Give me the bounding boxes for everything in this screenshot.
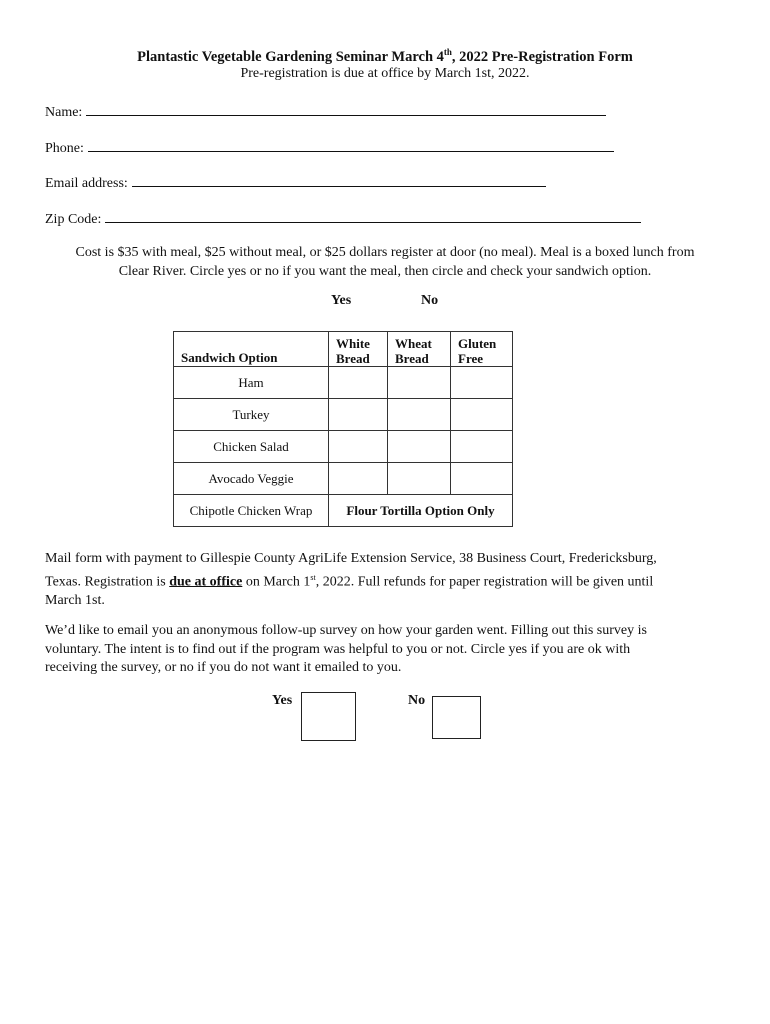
cost-line-1: Cost is $35 with meal, $25 without meal, or $25 dollars register at door (no meal). Meal is a boxed lunch from [75, 245, 695, 260]
tortilla-note: Flour Tortilla Option Only [329, 495, 513, 527]
mail-instructions [45, 550, 725, 610]
turkey-gluten-checkbox[interactable] [451, 399, 513, 431]
phone-field[interactable] [45, 137, 614, 157]
table-row [174, 367, 513, 399]
name-line[interactable] [86, 101, 606, 116]
table-row [174, 463, 513, 495]
survey-line-3: receiving the survey, or no if you do not want it emailed to you. [45, 660, 402, 675]
sandwich-chipotle-wrap[interactable]: Chipotle Chicken Wrap [174, 495, 329, 527]
sandwich-table-header [174, 332, 513, 367]
avocado-gluten-checkbox[interactable] [451, 463, 513, 495]
avocado-white-checkbox[interactable] [329, 463, 388, 495]
meal-yes-option[interactable]: Yes [331, 293, 352, 308]
phone-label: Phone: [45, 141, 84, 156]
ham-white-checkbox[interactable] [329, 367, 388, 399]
mail-line-3: March 1st. [45, 592, 105, 608]
survey-instructions [45, 622, 725, 678]
sandwich-ham: Ham [174, 367, 329, 399]
turkey-white-checkbox[interactable] [329, 399, 388, 431]
sandwich-avocado-veggie: Avocado Veggie [174, 463, 329, 495]
cost-line-2: Clear River. Circle yes or no if you want the meal, then circle and check your sandwich option. [118, 264, 652, 279]
header-white-bread: White Bread [329, 332, 388, 367]
name-label: Name: [45, 105, 83, 120]
email-label: Email address: [45, 176, 128, 191]
due-at-office-emphasis: due at office [169, 574, 243, 590]
avocado-wheat-checkbox[interactable] [388, 463, 451, 495]
meal-no-option[interactable]: No [421, 293, 439, 308]
header-gluten-free: Gluten Free [451, 332, 513, 367]
table-row [174, 431, 513, 463]
survey-no-checkbox[interactable] [432, 696, 481, 739]
form-title: Plantastic Vegetable Gardening Seminar March 4th, 2022 Pre-Registration Form [137, 47, 633, 65]
name-field[interactable] [45, 101, 606, 121]
zip-field[interactable] [45, 208, 641, 228]
mail-line-2: Texas. Registration is due at office on March 1st, 2022. Full refunds for paper registration will be given until [45, 572, 654, 590]
cost-instructions [45, 243, 725, 281]
chicken-salad-wheat-checkbox[interactable] [388, 431, 451, 463]
header-sandwich-option: Sandwich Option [174, 332, 329, 367]
form-subtitle: Pre-registration is due at office by March 1st, 2022. [240, 66, 530, 81]
phone-line[interactable] [88, 137, 614, 152]
zip-line[interactable] [105, 208, 641, 223]
survey-no-label: No [408, 693, 426, 708]
header-wheat-bread: Wheat Bread [388, 332, 451, 367]
survey-yes-checkbox[interactable] [301, 692, 356, 741]
table-row [174, 495, 513, 527]
sandwich-chicken-salad: Chicken Salad [174, 431, 329, 463]
survey-line-2: voluntary. The intent is to find out if the program was helpful to you or not. Circle yes if you are ok with [45, 641, 631, 657]
mail-line-1: Mail form with payment to Gillespie County AgriLife Extension Service, 38 Business Court, Fredericksburg, [45, 551, 657, 566]
ham-gluten-checkbox[interactable] [451, 367, 513, 399]
ham-wheat-checkbox[interactable] [388, 367, 451, 399]
table-row [174, 399, 513, 431]
email-field[interactable] [45, 172, 546, 192]
turkey-wheat-checkbox[interactable] [388, 399, 451, 431]
sandwich-table [173, 331, 513, 527]
chicken-salad-white-checkbox[interactable] [329, 431, 388, 463]
sandwich-turkey: Turkey [174, 399, 329, 431]
email-line[interactable] [132, 172, 546, 187]
zip-label: Zip Code: [45, 212, 102, 227]
survey-line-1: We’d like to email you an anonymous follow-up survey on how your garden went. Filling out this survey is [45, 623, 647, 638]
survey-yes-label: Yes [272, 693, 293, 708]
chicken-salad-gluten-checkbox[interactable] [451, 431, 513, 463]
